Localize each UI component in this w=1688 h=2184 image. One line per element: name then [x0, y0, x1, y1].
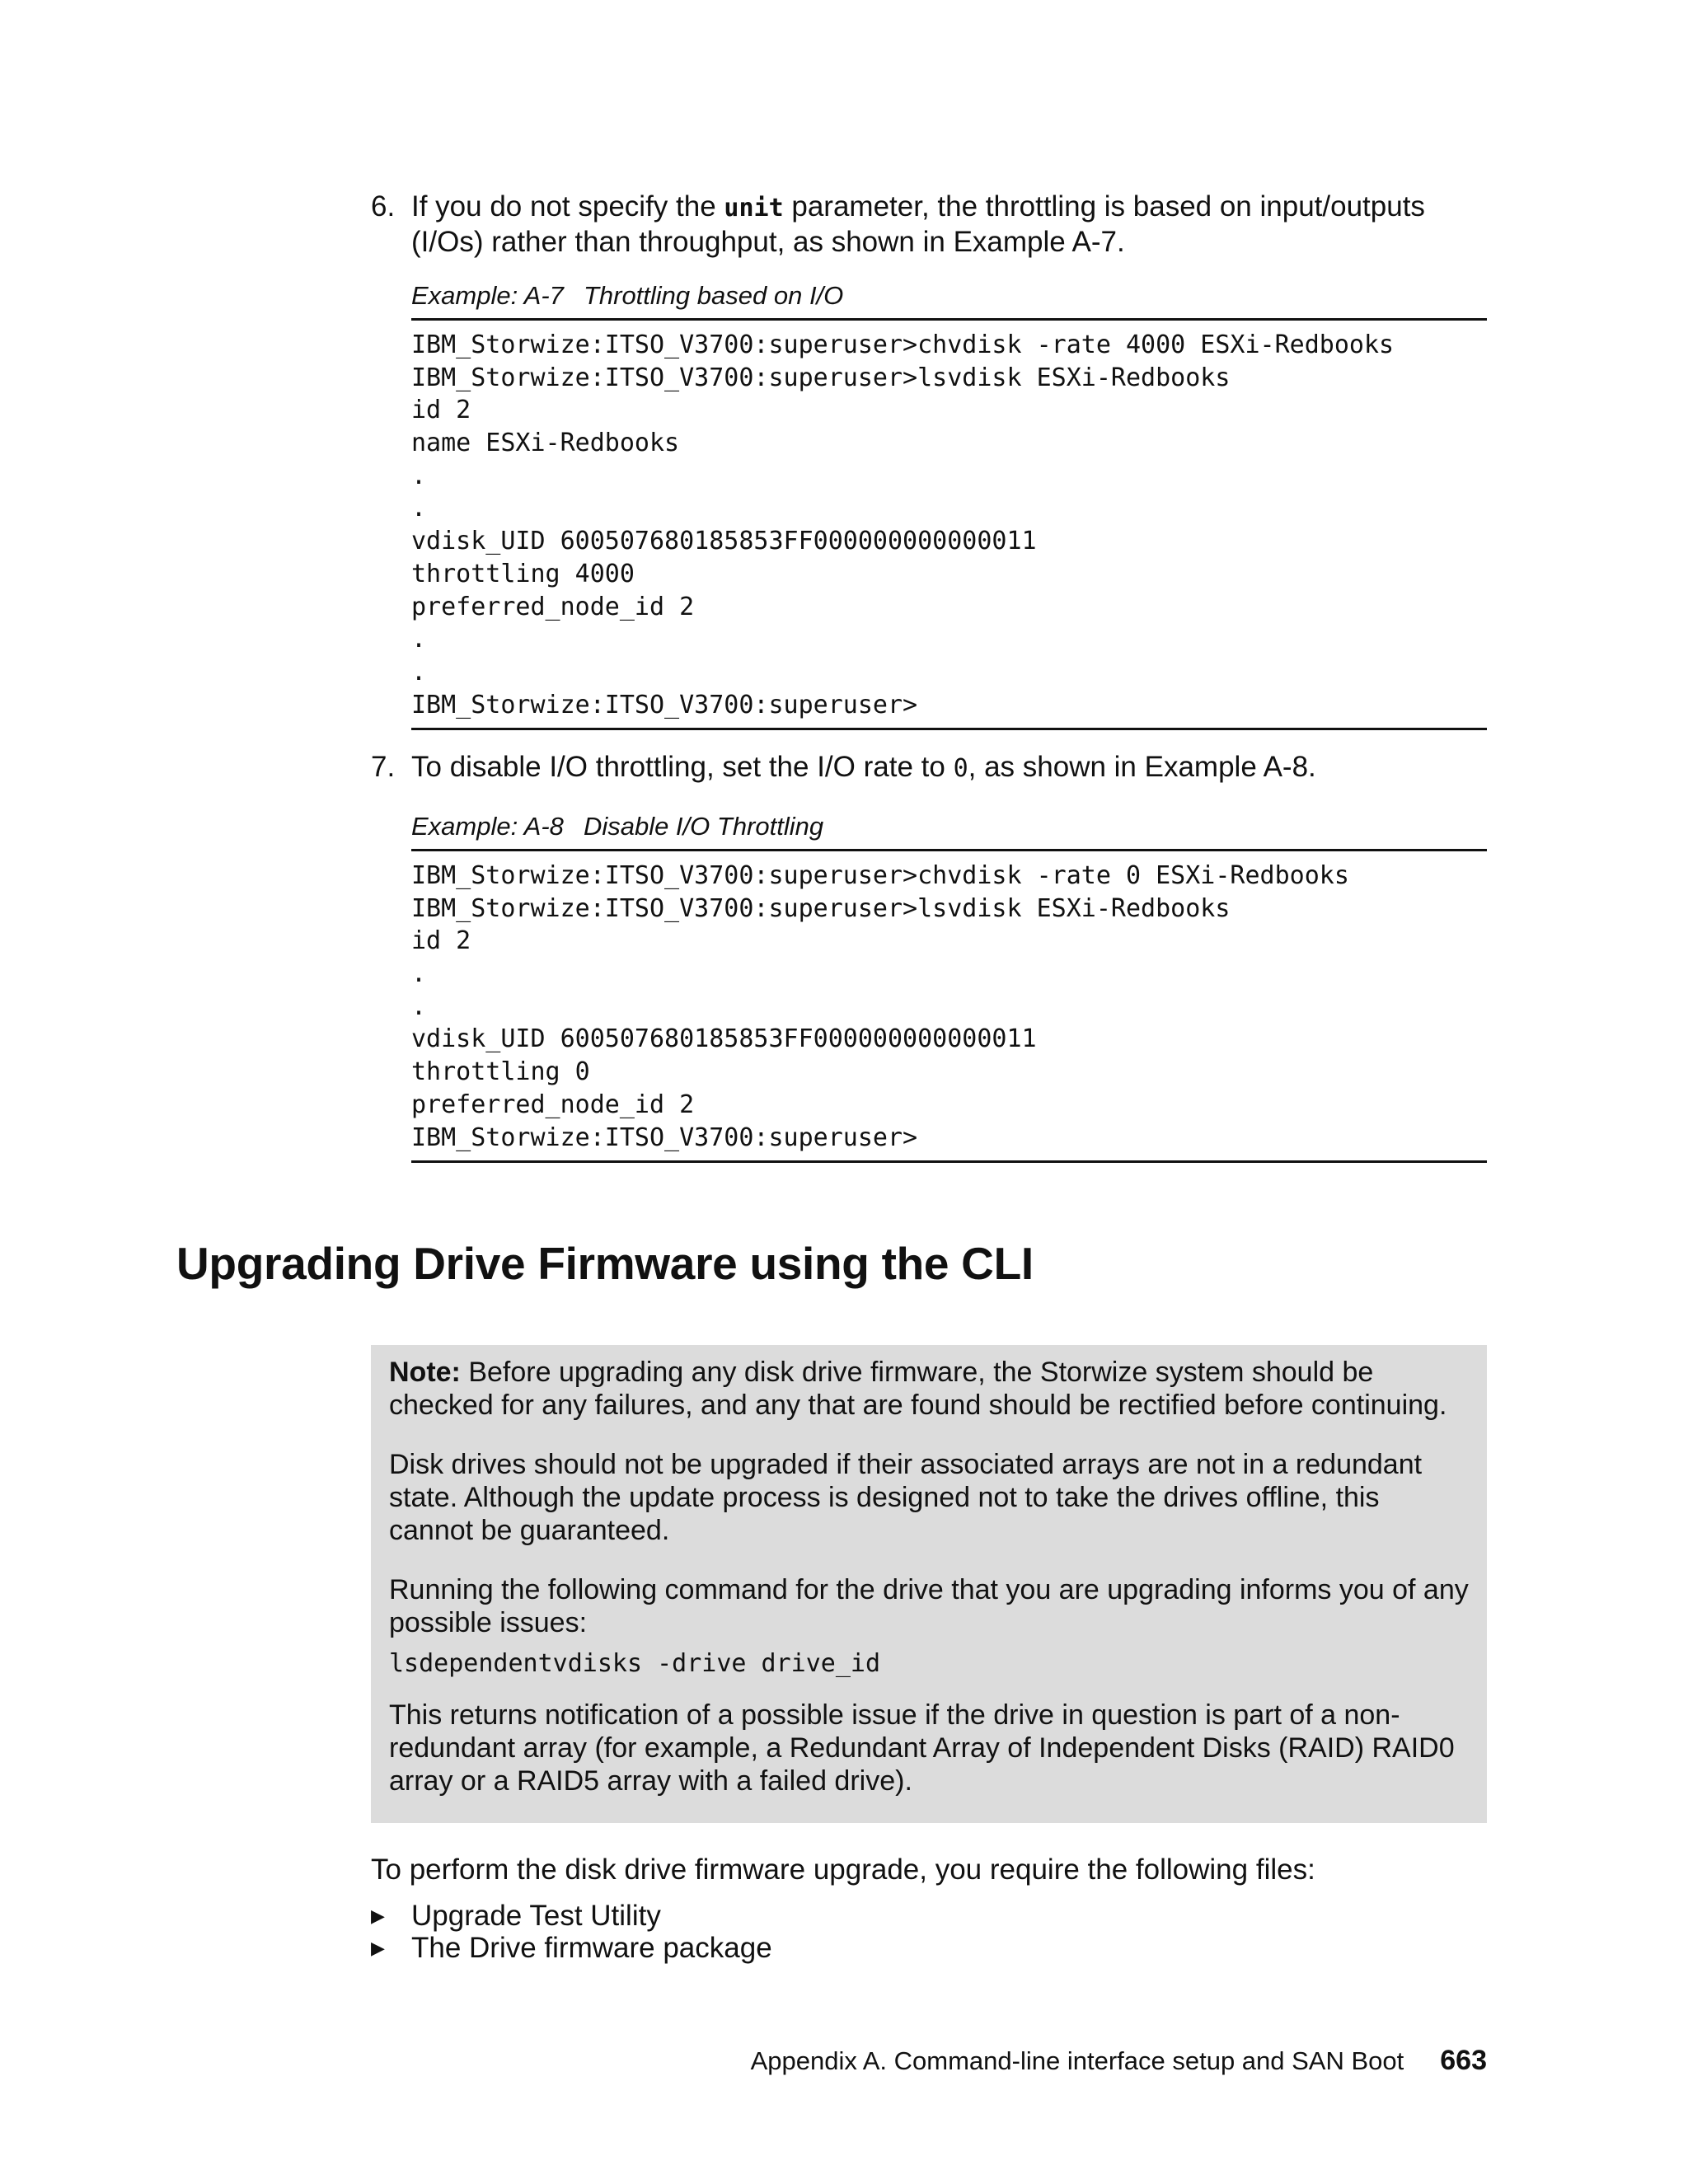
- example-title: Disable I/O Throttling: [583, 812, 824, 841]
- code-line: throttling 4000: [411, 559, 635, 588]
- code-line: .: [411, 461, 427, 490]
- code-line: IBM_Storwize:ITSO_V3700:superuser>lsvdisk ESXi-Redbooks: [411, 363, 1231, 392]
- inline-code: unit: [724, 194, 784, 223]
- page-number: 663: [1440, 2045, 1487, 2076]
- note-box: [371, 1345, 1487, 1823]
- footer-chapter: Appendix A. Command-line interface setup and SAN Boot: [750, 2046, 1404, 2075]
- code-line: preferred_node_id 2: [411, 592, 695, 621]
- code-line: IBM_Storwize:ITSO_V3700:superuser>: [411, 1122, 918, 1152]
- step-text: If you do not specify the unit parameter, the throttling is based on input/outputs (I/Os) rather than throughput, as shown in Example A-7.: [411, 190, 1425, 258]
- example-caption: [411, 811, 1487, 851]
- code-block: [411, 321, 1487, 730]
- code-line: vdisk_UID 600507680185853FF000000000000011: [411, 527, 1037, 556]
- section-heading: Upgrading Drive Firmware using the CLI: [176, 1238, 1034, 1289]
- code-line: .: [411, 625, 427, 654]
- step-6: [371, 190, 1484, 259]
- example-a7: [411, 280, 1487, 730]
- page-footer: [751, 2044, 1487, 2078]
- step-7: [371, 750, 1484, 785]
- code-line: .: [411, 991, 427, 1021]
- files-list: [371, 1900, 772, 1964]
- code-line: vdisk_UID 600507680185853FF000000000000011: [411, 1024, 1037, 1054]
- step-text: To disable I/O throttling, set the I/O rate to 0, as shown in Example A-8.: [411, 751, 1316, 783]
- code-line: IBM_Storwize:ITSO_V3700:superuser>lsvdisk ESXi-Redbooks: [411, 893, 1231, 923]
- code-line: .: [411, 494, 427, 523]
- inline-code: 0: [953, 754, 968, 783]
- step-number: 7.: [371, 751, 396, 783]
- code-line: name ESXi-Redbooks: [411, 429, 680, 458]
- code-block: [411, 851, 1487, 1163]
- step-number: 6.: [371, 190, 396, 223]
- code-line: IBM_Storwize:ITSO_V3700:superuser>chvdisk -rate 0 ESXi-Redbooks: [411, 861, 1349, 890]
- list-item: ▶ The Drive firmware package: [371, 1932, 772, 1964]
- code-line: preferred_node_id 2: [411, 1090, 695, 1119]
- files-intro: To perform the disk drive firmware upgrade, you require the following files:: [371, 1854, 1315, 1886]
- bullet-triangle-icon: ▶: [371, 1905, 385, 1926]
- code-line: IBM_Storwize:ITSO_V3700:superuser>chvdisk -rate 4000 ESXi-Redbooks: [411, 330, 1395, 359]
- code-line: id 2: [411, 926, 471, 956]
- note-paragraph: Disk drives should not be upgraded if their associated arrays are not in a redundant state. Although the update process is designed not to take the drives offline, this cannot be guaranteed.: [389, 1449, 1423, 1546]
- code-line: IBM_Storwize:ITSO_V3700:superuser>: [411, 690, 918, 719]
- note-paragraph: Running the following command for the drive that you are upgrading informs you of any possible issues:: [389, 1574, 1469, 1638]
- code-line: throttling 0: [411, 1057, 590, 1087]
- example-title: Throttling based on I/O: [583, 281, 844, 310]
- example-label: Example: A-7: [411, 281, 564, 310]
- example-a8: [411, 811, 1487, 1163]
- code-line: .: [411, 959, 427, 989]
- note-label: Note:: [389, 1357, 461, 1388]
- list-item: ▶ Upgrade Test Utility: [371, 1900, 661, 1932]
- example-caption: [411, 280, 1487, 321]
- note-paragraph: This returns notification of a possible issue if the drive in question is part of a non-redundant array (for example, a Redundant Array of Independent Disks (RAID) RAID0 array or a RAID5 array with a failed drive).: [389, 1699, 1455, 1797]
- note-command: lsdependentvdisks -drive drive_id: [389, 1649, 881, 1678]
- code-line: .: [411, 657, 427, 687]
- bullet-triangle-icon: ▶: [371, 1938, 385, 1958]
- example-label: Example: A-8: [411, 812, 564, 841]
- note-paragraph: Note: Before upgrading any disk drive firmware, the Storwize system should be checked for any failures, and any that are found should be rectified before continuing.: [389, 1357, 1447, 1421]
- code-line: id 2: [411, 396, 471, 425]
